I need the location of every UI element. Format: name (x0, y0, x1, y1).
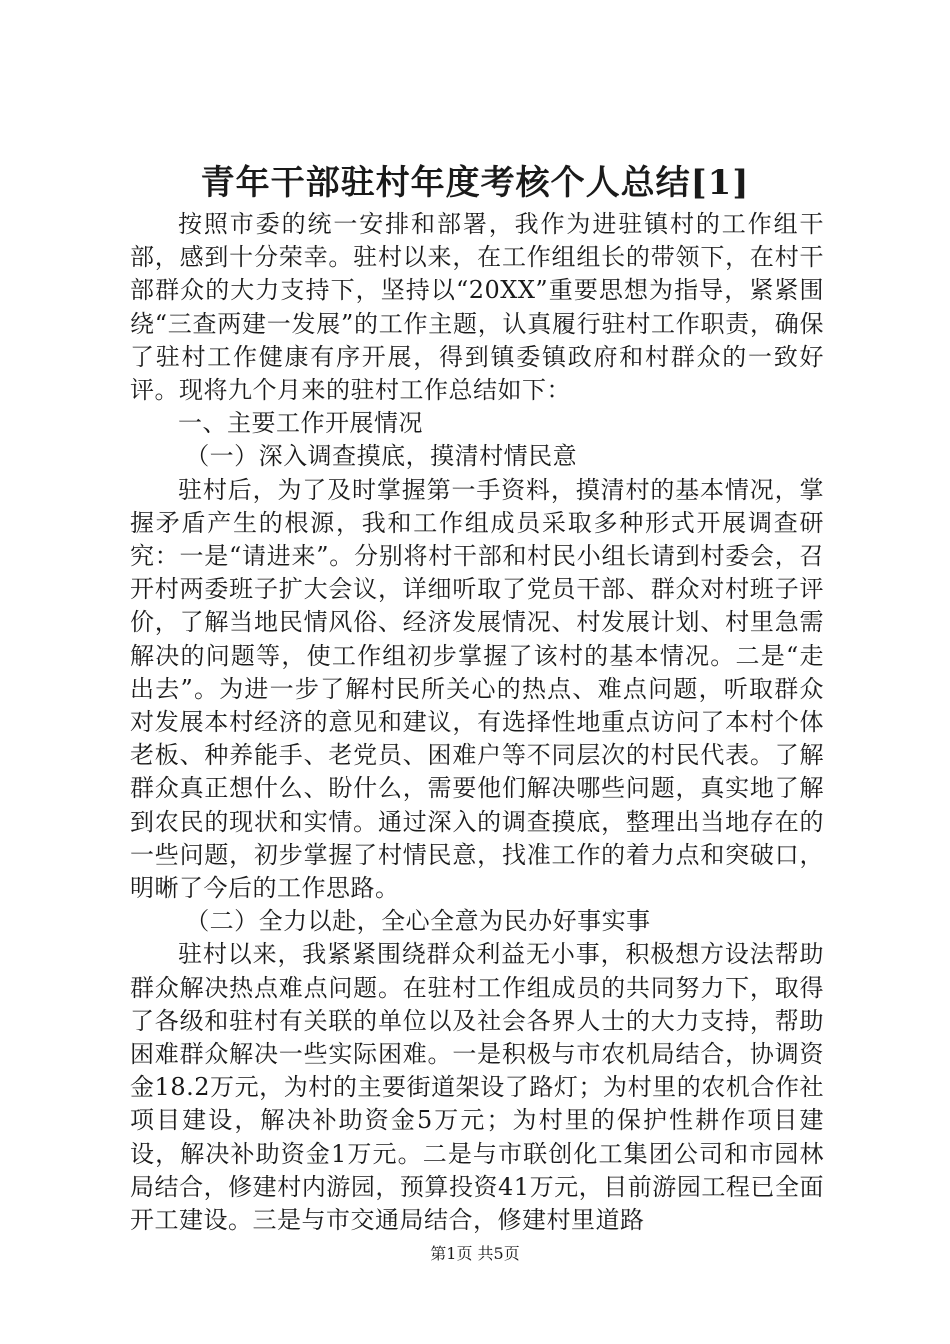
subsection-heading-practical-matters: （二）全力以赴，全心全意为民办好事实事 (185, 907, 651, 936)
paragraph-intro: 按照市委的统一安排和部署，我作为进驻镇村的工作组干部，感到十分荣幸。驻村以来，在工作组组长的带领下，在村干部群众的大力支持下，坚持以“20XX”重要思想为指导，紧紧围绕“三查两建一发展”的工作主题，认真履行驻村工作职责，确保了驻村工作健康有序开展，得到镇委镇政府和村群众的一致好评。现将九个月来的驻村工作总结如下： (130, 210, 824, 405)
subsection-heading-investigation: （一）深入调查摸底，摸清村情民意 (185, 442, 578, 471)
page-footer: 第1页 共5页 (430, 1244, 520, 1263)
paragraph-practical-matters: 驻村以来，我紧紧围绕群众利益无小事，积极想方设法帮助群众解决热点难点问题。在驻村工作组成员的共同努力下，取得了各级和驻村有关联的单位以及社会各界人士的大力支持，帮助困难群众解决一些实际困难。一是积极与市农机局结合，协调资金18.2万元，为村的主要街道架设了路灯；为村里的农机合作社项目建设，解决补助资金5万元；为村里的保护性耕作项目建设，解决补助资金1万元。二是与市联创化工集团公司和市园林局结合，修建村内游园，预算投资41万元，目前游园工程已全面开工建设。三是与市交通局结合，修建村里道路 (130, 940, 824, 1235)
document-title: 青年干部驻村年度考核个人总结[1] (200, 163, 750, 203)
document-body (130, 208, 824, 1237)
paragraph-investigation: 驻村后，为了及时掌握第一手资料，摸清村的基本情况，掌握矛盾产生的根源，我和工作组成员采取多种形式开展调查研究：一是“请进来”。分别将村干部和村民小组长请到村委会，召开村两委班子扩大会议，详细听取了党员干部、群众对村班子评价，了解当地民情风俗、经济发展情况、村发展计划、村里急需解决的问题等，使工作组初步掌握了该村的基本情况。二是“走出去”。为进一步了解村民所关心的热点、难点问题，听取群众对发展本村经济的意见和建议，有选择性地重点访问了本村个体老板、种养能手、老党员、困难户等不同层次的村民代表。了解群众真正想什么、盼什么，需要他们解决哪些问题，真实地了解到农民的现状和实情。通过深入的调查摸底，整理出当地存在的一些问题，初步掌握了村情民意，找准工作的着力点和突破口，明晰了今后的工作思路。 (130, 475, 824, 903)
section-heading-main-work: 一、主要工作开展情况 (178, 409, 423, 438)
